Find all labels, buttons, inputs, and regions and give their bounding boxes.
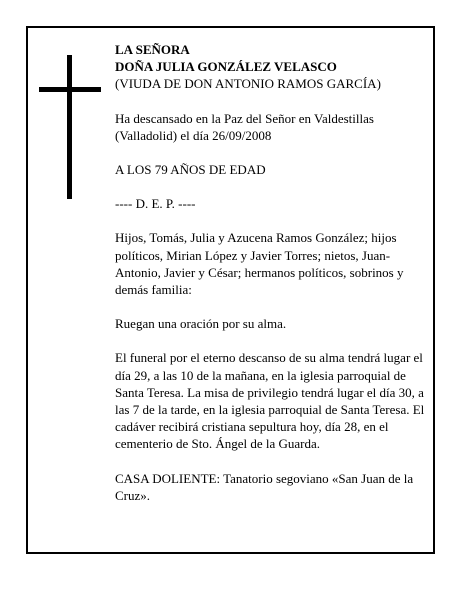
prayer-request: Ruegan una oración por su alma. [115, 316, 287, 332]
obituary-notice [26, 26, 435, 554]
funeral-details: El funeral por el eterno descanso de su alma tendrá lugar el día 29, a las 10 de la mañana, en la iglesia parroquial de Santa Teresa. La misa de privilegio tendrá lugar el día 30, a las 7 de la tarde, en la iglesia parroquial de Santa Teresa. El cadáver recibirá cristiana sepultura hoy, día 28, en el cementerio de Sto. Ángel de la Guarda. [115, 350, 425, 452]
widow-of-line: (VIUDA DE DON ANTONIO RAMOS GARCÍA) [115, 76, 381, 92]
cross-horizontal-bar [39, 87, 101, 92]
casa-doliente: CASA DOLIENTE: Tanatorio segoviano «San Juan de la Cruz». [115, 470, 414, 503]
cross-icon [39, 55, 101, 199]
notice-text [115, 41, 427, 504]
rip-line: ---- D. E. P. ---- [115, 196, 196, 212]
death-notice: Ha descansado en la Paz del Señor en Valdestillas (Valladolid) el día 26/09/2008 [115, 110, 374, 143]
deceased-title: LA SEÑORA [115, 42, 190, 57]
age-line: A LOS 79 AÑOS DE EDAD [115, 162, 266, 178]
family-list: Hijos, Tomás, Julia y Azucena Ramos González; hijos políticos, Mirian López y Javier Torres; nietos, Juan-Antonio, Javier y César; hermanos políticos, sobrinos y demás familia: [115, 230, 404, 298]
cross-vertical-bar [67, 55, 72, 199]
deceased-name: DOÑA JULIA GONZÁLEZ VELASCO [115, 59, 337, 75]
